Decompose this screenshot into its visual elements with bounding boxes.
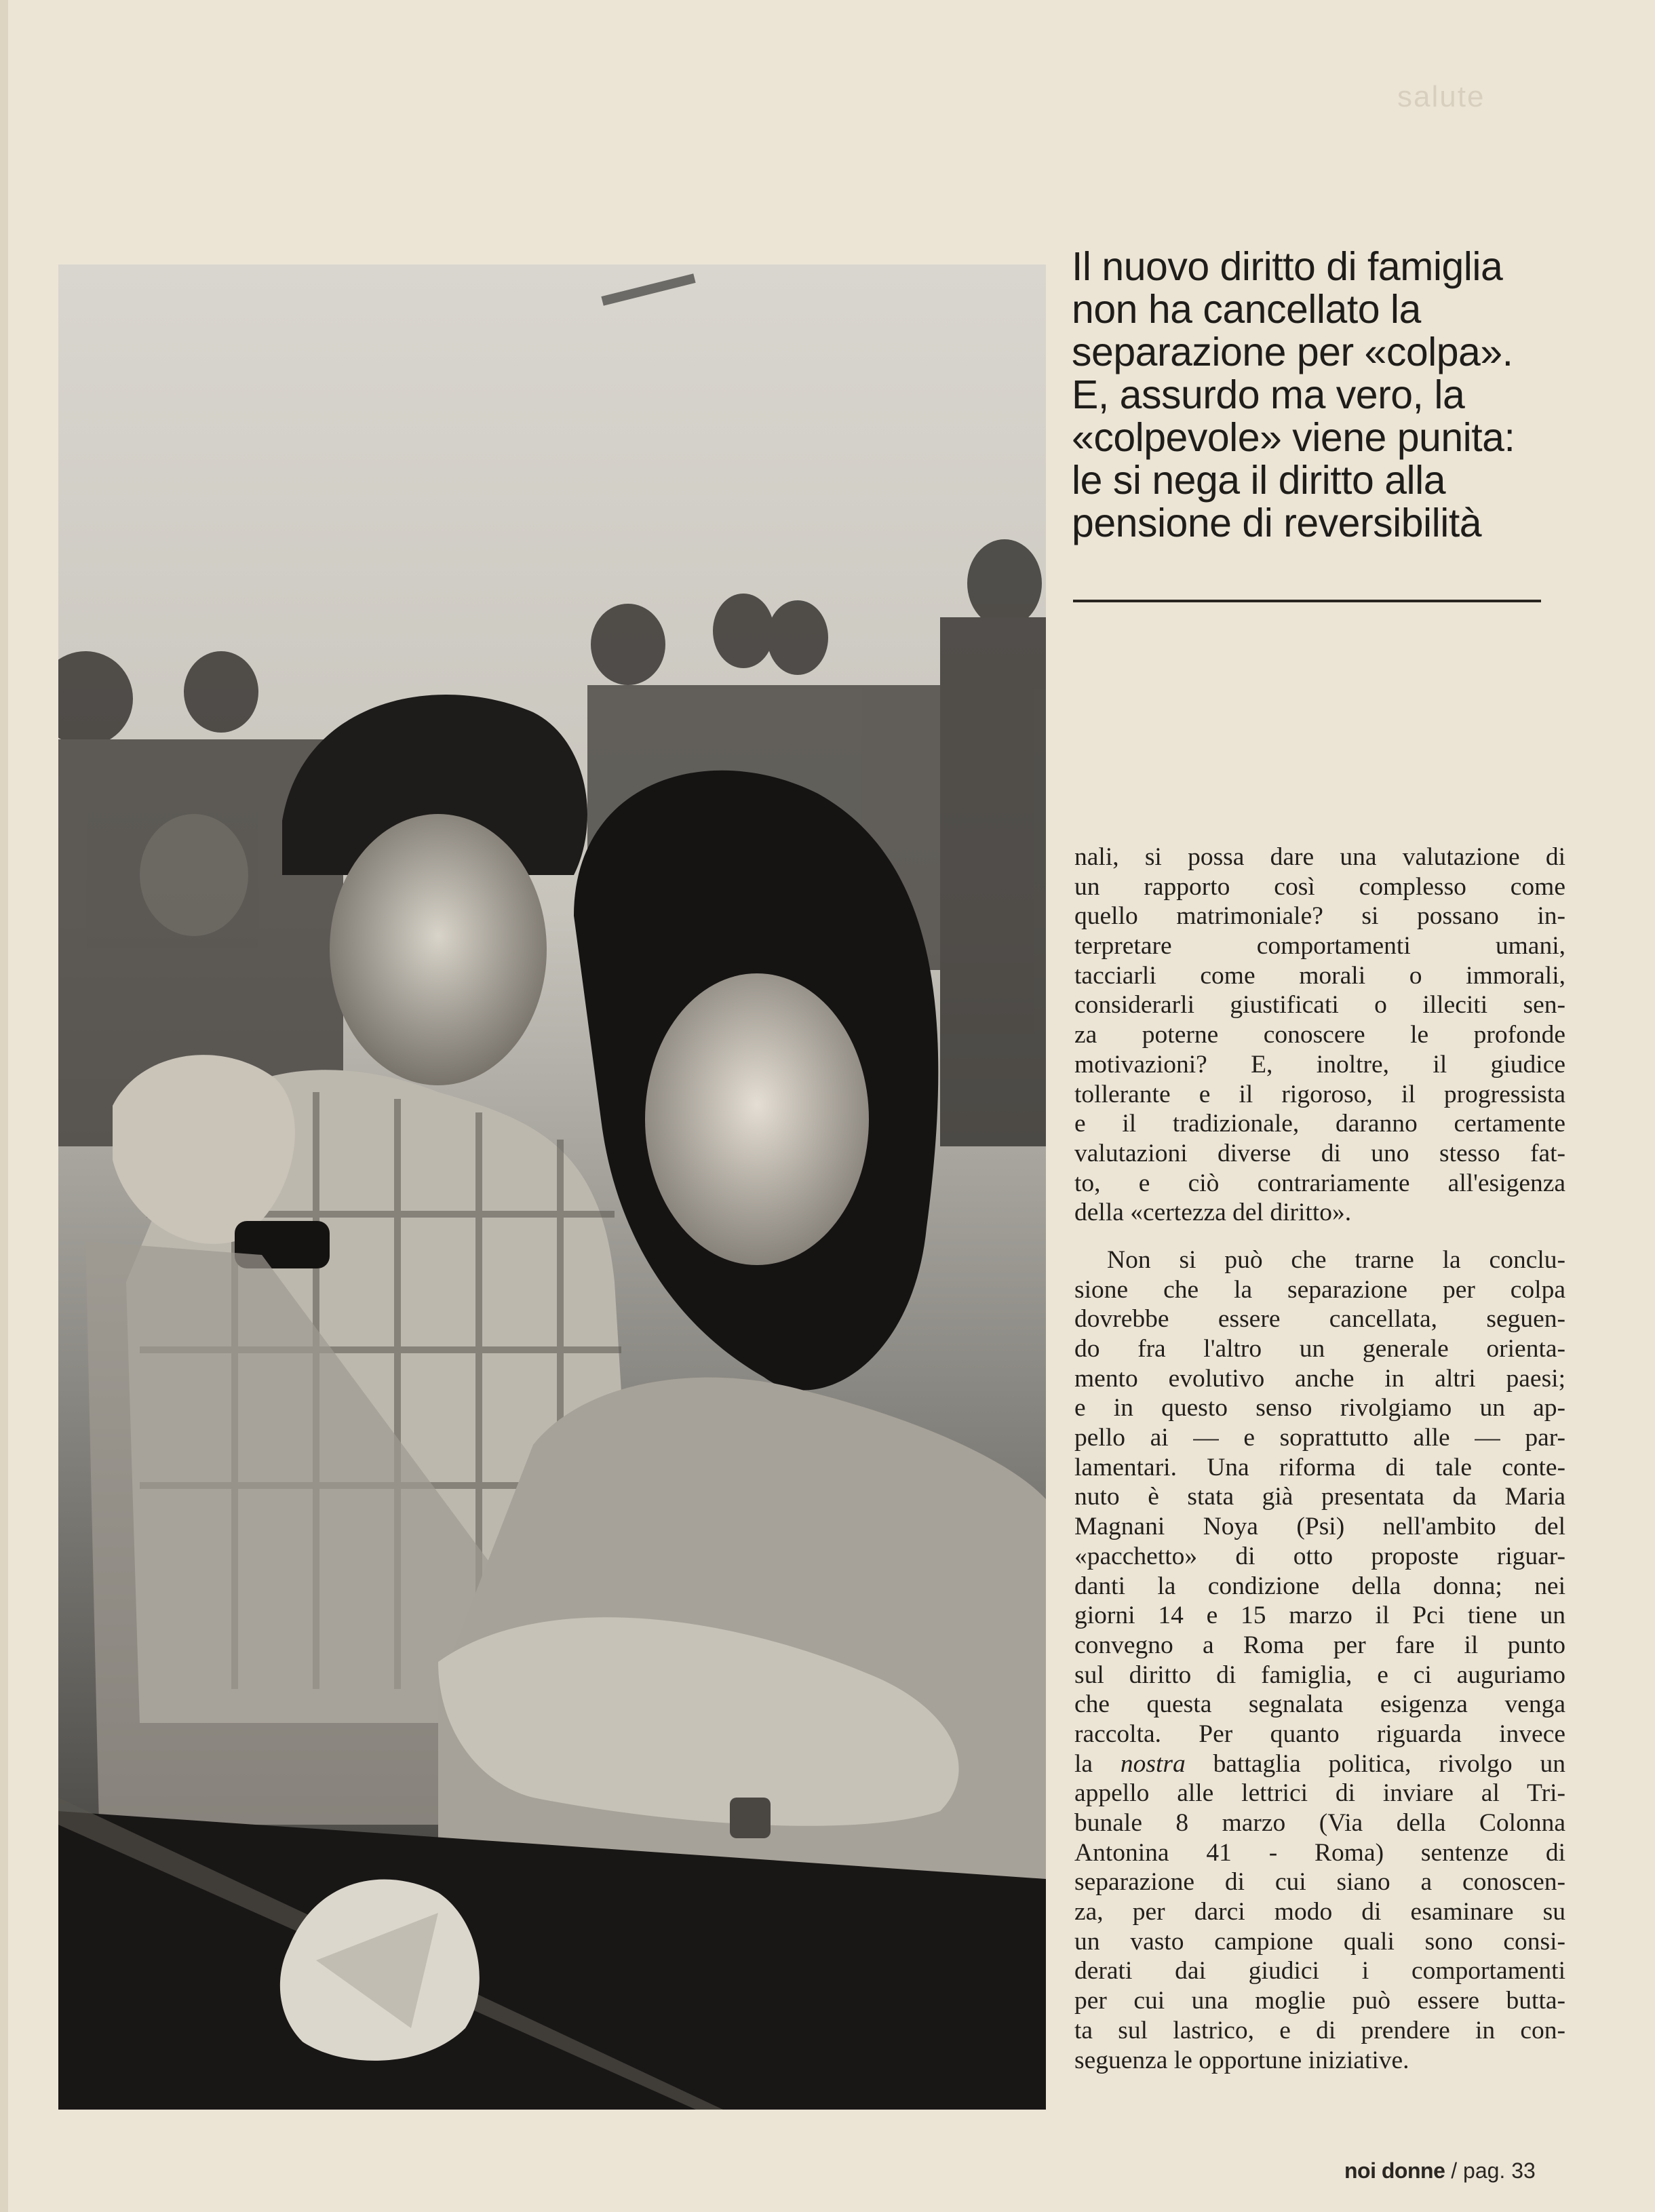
text-line: motivazioni? E, inoltre, il giudice — [1074, 1050, 1565, 1079]
text-line: za, per darci modo di esaminare su — [1074, 1898, 1565, 1926]
text-line: dovrebbe essere cancellata, seguen- — [1074, 1305, 1565, 1334]
paragraph-2 — [1074, 1245, 1565, 2075]
text-line: tollerante e il rigoroso, il progressista — [1074, 1080, 1565, 1108]
text-line: e in questo senso rivolgiamo un ap- — [1074, 1394, 1565, 1422]
text-line: danti la condizione della donna; nei — [1074, 1572, 1565, 1600]
text-line: nuto è stata già presentata da Maria — [1074, 1483, 1565, 1511]
headline-line: non ha cancellato la — [1072, 287, 1421, 332]
text-line: «pacchetto» di otto proposte riguar- — [1074, 1542, 1565, 1570]
text-line: do fra l'altro un generale orienta- — [1074, 1335, 1565, 1363]
photo-illustration — [58, 265, 1046, 2110]
text-line: mento evolutivo anche in altri paesi; — [1074, 1364, 1565, 1393]
text-line: Magnani Noya (Psi) nell'ambito del — [1074, 1513, 1565, 1541]
paragraph-1 — [1074, 842, 1565, 1228]
page-label: pag. — [1463, 2158, 1506, 2183]
headline — [1072, 246, 1614, 545]
headline-line: Il nuovo diritto di famiglia — [1072, 244, 1503, 289]
text-line: valutazioni diverse di uno stesso fat- — [1074, 1139, 1565, 1167]
headline-line: «colpevole» viene punita: — [1072, 415, 1515, 460]
text-line: un rapporto così complesso come — [1074, 872, 1565, 901]
page-number: 33 — [1511, 2158, 1536, 2183]
text-line: considerarli giustificati o illeciti sen- — [1074, 991, 1565, 1020]
text-line: e il tradizionale, daranno certamente — [1074, 1110, 1565, 1138]
text-line: convegno a Roma per fare il punto — [1074, 1631, 1565, 1659]
text-line: derati dai giudici i comportamenti — [1074, 1957, 1565, 1985]
photo-couple-courtroom — [58, 265, 1046, 2110]
text-line: lamentari. Una riforma di tale conte- — [1074, 1453, 1565, 1481]
text-line: appello alle lettrici di inviare al Tri- — [1074, 1779, 1565, 1808]
article-body — [1074, 842, 1565, 2075]
text-line: sione che la separazione per colpa — [1074, 1275, 1565, 1304]
text-line: nali, si possa dare una valutazione di — [1074, 843, 1565, 871]
magazine-brand: noi donne — [1344, 2158, 1445, 2183]
footer-separator: / — [1451, 2158, 1458, 2183]
text-line: sul diritto di famiglia, e ci auguriamo — [1074, 1661, 1565, 1689]
text-line: seguenza le opportune iniziative. — [1074, 2046, 1409, 2074]
text-line: giorni 14 e 15 marzo il Pci tiene un — [1074, 1602, 1565, 1630]
text-line: pello ai — e soprattutto alle — par- — [1074, 1424, 1565, 1452]
text-line: per cui una moglie può essere butta- — [1074, 1987, 1565, 2015]
text-line: tacciarli come morali o immorali, — [1074, 961, 1565, 990]
headline-line: le si nega il diritto alla — [1072, 458, 1446, 503]
emphasis-text: nostra — [1120, 1749, 1186, 1778]
text-line: Non si può che trarne la conclu- — [1107, 1245, 1565, 1274]
headline-rule — [1073, 600, 1541, 602]
text-line: raccolta. Per quanto riguarda invece — [1074, 1720, 1565, 1748]
page-footer — [1344, 2158, 1561, 2184]
text-line: ta sul lastrico, e di prendere in con- — [1074, 2016, 1565, 2044]
paragraph-gap — [1074, 1228, 1565, 1245]
text-line: che questa segnalata esigenza venga — [1074, 1690, 1565, 1719]
text-line: terpretare comportamenti umani, — [1074, 932, 1565, 961]
text-line: za poterne conoscere le profonde — [1074, 1021, 1565, 1049]
headline-line: pensione di reversibilità — [1072, 501, 1482, 545]
page-edge — [0, 0, 8, 2212]
text-line: bunale 8 marzo (Via della Colonna — [1074, 1809, 1565, 1837]
headline-line: E, assurdo ma vero, la — [1072, 372, 1465, 417]
text-line: to, e ciò contrariamente all'esigenza — [1074, 1169, 1565, 1197]
text-line: Antonina 41 - Roma) sentenze di — [1074, 1838, 1565, 1867]
headline-line: separazione per «colpa». — [1072, 330, 1513, 374]
text-line: separazione di cui siano a conoscen- — [1074, 1868, 1565, 1897]
text-line: della «certezza del diritto». — [1074, 1199, 1352, 1227]
text-line: la nostra battaglia politica, rivolgo un — [1074, 1749, 1565, 1778]
text-line: quello matrimoniale? si possano in- — [1074, 902, 1565, 931]
text-line: un vasto campione quali sono consi- — [1074, 1927, 1565, 1956]
header-mark: salute — [1397, 80, 1485, 113]
